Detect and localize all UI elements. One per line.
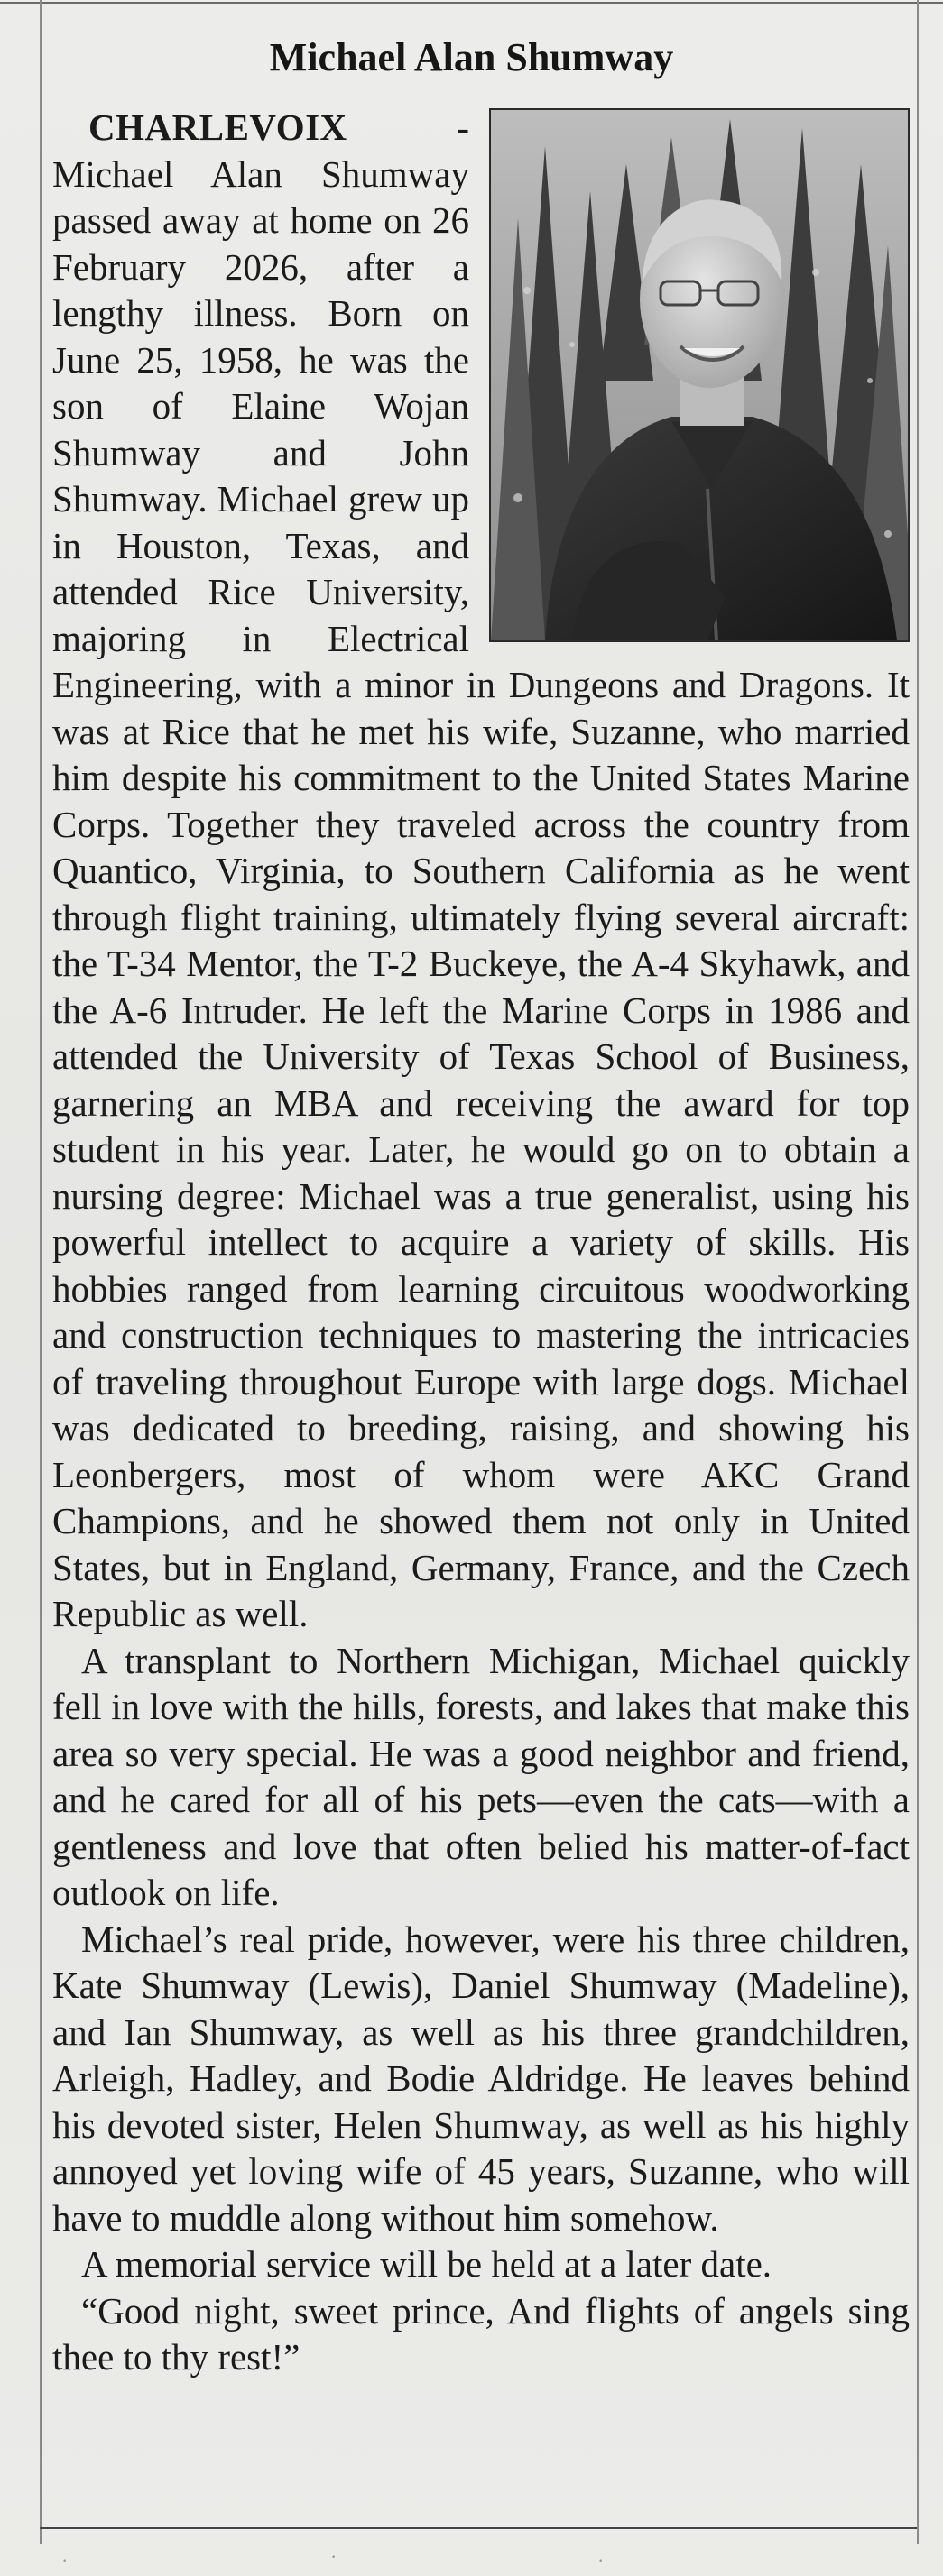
paragraph-1-text: Michael Alan Shumway passed away at home on 26 February 2026, after a lengthy illness. Born on June 25, 1958, he was the son of Elaine Wojan Shumway and John Shumway. Michael grew up in Houston, Texas, and attended Rice University, majoring in Electrical Engineering, with a minor in Dungeons and Dragons. It was at Rice that he met his wife, Suzanne, who married him despite his commitment to the United States Marine Corps. Together they traveled across the country from Quantico, Virginia, to Southern California as he went through flight training, ultimately flying several aircraft: the T-34 Mentor, the T-2 Buckeye, the A-4 Skyhawk, and the A-6 Intruder. He left the Marine Corps in 1986 and attended the University of Texas School of Business, garnering an MBA and receiving the award for top student in his year. Later, he would go on to obtain a nursing degree: Michael was a true generalist, using his powerful intellect to acquire a variety of skills. His hobbies ranged from learning circuitous woodworking and construction techniques to mastering the intricacies of traveling throughout Europe with large dogs. Michael was dedicated to breeding, raising, and showing his Leonbergers, most of whom were AKC Grand Champions, and he showed them not only in United States, but in England, Germany, France, and the Czech Republic as well. bbox=[52, 152, 910, 1634]
paragraph-3: Michael’s real pride, however, were his three children, Kate Shumway (Lewis), Daniel Shumway (Madeline), and Ian Shumway, as well as his three grandchildren, Arleigh, Hadley, and Bodie Aldridge. He leaves behind his devoted sister, Helen Shumway, as well as his highly annoyed yet loving wife of 45 years, Suzanne, who will have to muddle along without him somehow. bbox=[52, 1918, 910, 2239]
portrait-photo bbox=[489, 108, 910, 642]
dateline-separator: - bbox=[347, 106, 469, 148]
obituary-title: Michael Alan Shumway bbox=[269, 35, 674, 79]
dateline: CHARLEVOIX bbox=[88, 106, 347, 148]
obituary-article bbox=[52, 105, 910, 2381]
paragraph-4: A memorial service will be held at a later date. bbox=[81, 2243, 772, 2285]
portrait-image bbox=[491, 110, 908, 640]
print-speck: · bbox=[61, 2549, 69, 2571]
closing-quote: “Good night, sweet prince, And flights of angels sing thee to thy rest!” bbox=[52, 2289, 910, 2378]
print-speck: · bbox=[330, 2545, 337, 2568]
bottom-rule bbox=[40, 2527, 917, 2529]
paragraph-2: A transplant to Northern Michigan, Michael quickly fell in love with the hills, forests, and lakes that make this area so very special. He was a good neighbor and friend, and he cared for all of his pets—even the cats—with a gentleness and love that often belied his matter-of-fact outlook on life. bbox=[52, 1639, 910, 1913]
print-speck: · bbox=[597, 2549, 605, 2571]
